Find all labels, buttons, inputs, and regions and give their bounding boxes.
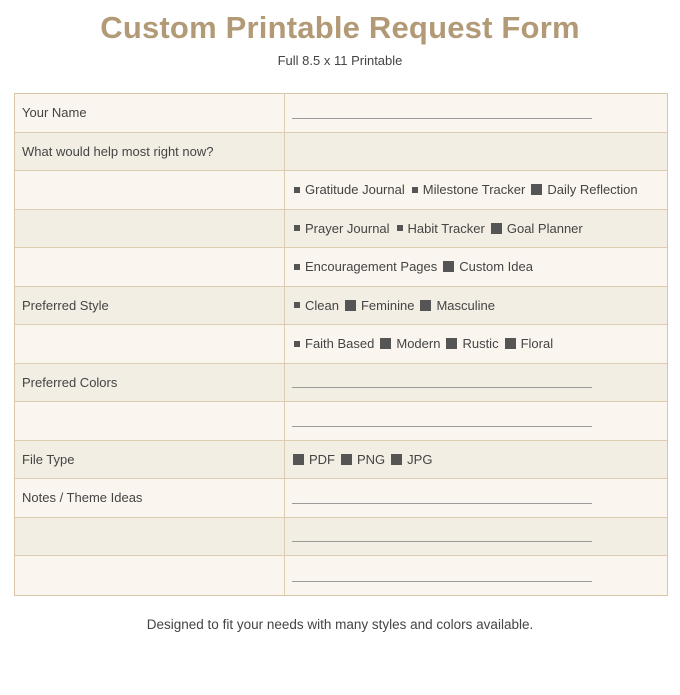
- form-row-value: [285, 171, 667, 209]
- form-row-label: [15, 518, 285, 556]
- checkbox-option[interactable]: [345, 298, 414, 313]
- checkbox-square-icon[interactable]: [380, 338, 391, 349]
- checkbox-option-label: Rustic: [462, 336, 499, 352]
- checkbox-square-icon[interactable]: [397, 225, 403, 231]
- checkbox-square-icon[interactable]: [443, 261, 454, 272]
- checkbox-option[interactable]: [391, 452, 432, 467]
- form-row: [15, 133, 667, 172]
- form-row-value: [285, 364, 667, 402]
- form-row: [15, 325, 667, 364]
- form-row-value: [285, 402, 667, 440]
- checkbox-square-icon[interactable]: [420, 300, 431, 311]
- checkbox-square-icon[interactable]: [294, 302, 300, 308]
- checkbox-option[interactable]: [443, 259, 533, 274]
- footer-text: Designed to fit your needs with many styles and colors available.: [146, 617, 534, 632]
- write-in-line[interactable]: [292, 581, 592, 582]
- checkbox-square-icon[interactable]: [294, 187, 300, 193]
- form-row: [15, 479, 667, 518]
- checkbox-square-icon[interactable]: [293, 454, 304, 465]
- write-in-line[interactable]: [292, 118, 592, 119]
- form-row-value: [285, 133, 667, 171]
- form-row-value: [285, 325, 667, 363]
- checkbox-option[interactable]: [505, 336, 554, 351]
- checkbox-option[interactable]: [341, 452, 385, 467]
- checkbox-option-label: Faith Based: [305, 336, 375, 352]
- checkbox-option[interactable]: [293, 221, 390, 236]
- form-row: [15, 248, 667, 287]
- checkbox-square-icon[interactable]: [294, 341, 300, 347]
- form-row-label: [15, 402, 285, 440]
- checkbox-option-label: Floral: [520, 336, 554, 352]
- form-row-label: [15, 248, 285, 286]
- checkbox-option-label: Feminine: [360, 297, 415, 313]
- checkbox-option-label: JPG: [407, 451, 433, 467]
- checkbox-option-label: Encouragement Pages: [305, 259, 438, 275]
- checkbox-option[interactable]: [411, 182, 526, 197]
- form-row-label: [15, 171, 285, 209]
- form-row-label: Preferred Style: [15, 287, 285, 325]
- checkbox-option[interactable]: [531, 182, 637, 197]
- form-row: [15, 364, 667, 403]
- checkbox-square-icon[interactable]: [391, 454, 402, 465]
- checkbox-square-icon[interactable]: [531, 184, 542, 195]
- form-row-value: [285, 94, 667, 132]
- checkbox-option-label: PDF: [309, 451, 335, 467]
- form-row-value: [285, 210, 667, 248]
- checkbox-option-label: PNG: [357, 451, 386, 467]
- checkbox-option[interactable]: [293, 182, 405, 197]
- form-row: [15, 518, 667, 557]
- form-row-label: [15, 325, 285, 363]
- form-row-label: [15, 556, 285, 595]
- checkbox-option-label: Goal Planner: [506, 220, 583, 236]
- checkbox-option-label: Habit Tracker: [407, 220, 485, 236]
- checkbox-option-label: Gratitude Journal: [305, 182, 405, 198]
- checkbox-option[interactable]: [293, 452, 335, 467]
- checkbox-option[interactable]: [396, 221, 485, 236]
- request-form-table: [14, 93, 668, 596]
- form-row: [15, 402, 667, 441]
- form-row: [15, 94, 667, 133]
- write-in-line[interactable]: [292, 426, 592, 427]
- form-row-value: [285, 479, 667, 517]
- checkbox-square-icon[interactable]: [446, 338, 457, 349]
- checkbox-square-icon[interactable]: [345, 300, 356, 311]
- checkbox-option[interactable]: [420, 298, 495, 313]
- form-row-label: Notes / Theme Ideas: [15, 479, 285, 517]
- checkbox-option[interactable]: [380, 336, 440, 351]
- checkbox-option-label: Modern: [396, 336, 441, 352]
- form-row-value: [285, 556, 667, 595]
- checkbox-square-icon[interactable]: [341, 454, 352, 465]
- write-in-line[interactable]: [292, 503, 592, 504]
- form-row: [15, 441, 667, 480]
- checkbox-option-label: Masculine: [436, 297, 495, 313]
- form-row-label: Preferred Colors: [15, 364, 285, 402]
- checkbox-option[interactable]: [491, 221, 583, 236]
- form-row-label: [15, 210, 285, 248]
- checkbox-square-icon[interactable]: [294, 225, 300, 231]
- checkbox-option[interactable]: [446, 336, 498, 351]
- checkbox-option-label: Daily Reflection: [547, 182, 638, 198]
- checkbox-square-icon[interactable]: [491, 223, 502, 234]
- checkbox-option[interactable]: [293, 259, 437, 274]
- form-row: [15, 171, 667, 210]
- form-row-value: [285, 441, 667, 479]
- form-row-label: File Type: [15, 441, 285, 479]
- checkbox-option-label: Custom Idea: [459, 259, 533, 275]
- checkbox-square-icon[interactable]: [294, 264, 300, 270]
- checkbox-option[interactable]: [293, 298, 339, 313]
- write-in-line[interactable]: [292, 387, 592, 388]
- form-row-label: What would help most right now?: [15, 133, 285, 171]
- checkbox-square-icon[interactable]: [505, 338, 516, 349]
- form-row: [15, 556, 667, 595]
- checkbox-option-label: Clean: [305, 297, 339, 313]
- form-row: [15, 210, 667, 249]
- form-row-value: [285, 287, 667, 325]
- form-title: Custom Printable Request Form: [100, 10, 580, 45]
- write-in-line[interactable]: [292, 541, 592, 542]
- form-row-value: [285, 518, 667, 556]
- form-row-value: [285, 248, 667, 286]
- checkbox-option-label: Milestone Tracker: [422, 182, 526, 198]
- form-row: [15, 287, 667, 326]
- form-subtitle: Full 8.5 x 11 Printable: [277, 53, 403, 68]
- form-row-label: Your Name: [15, 94, 285, 132]
- checkbox-square-icon[interactable]: [412, 187, 418, 193]
- checkbox-option[interactable]: [293, 336, 374, 351]
- checkbox-option-label: Prayer Journal: [305, 220, 390, 236]
